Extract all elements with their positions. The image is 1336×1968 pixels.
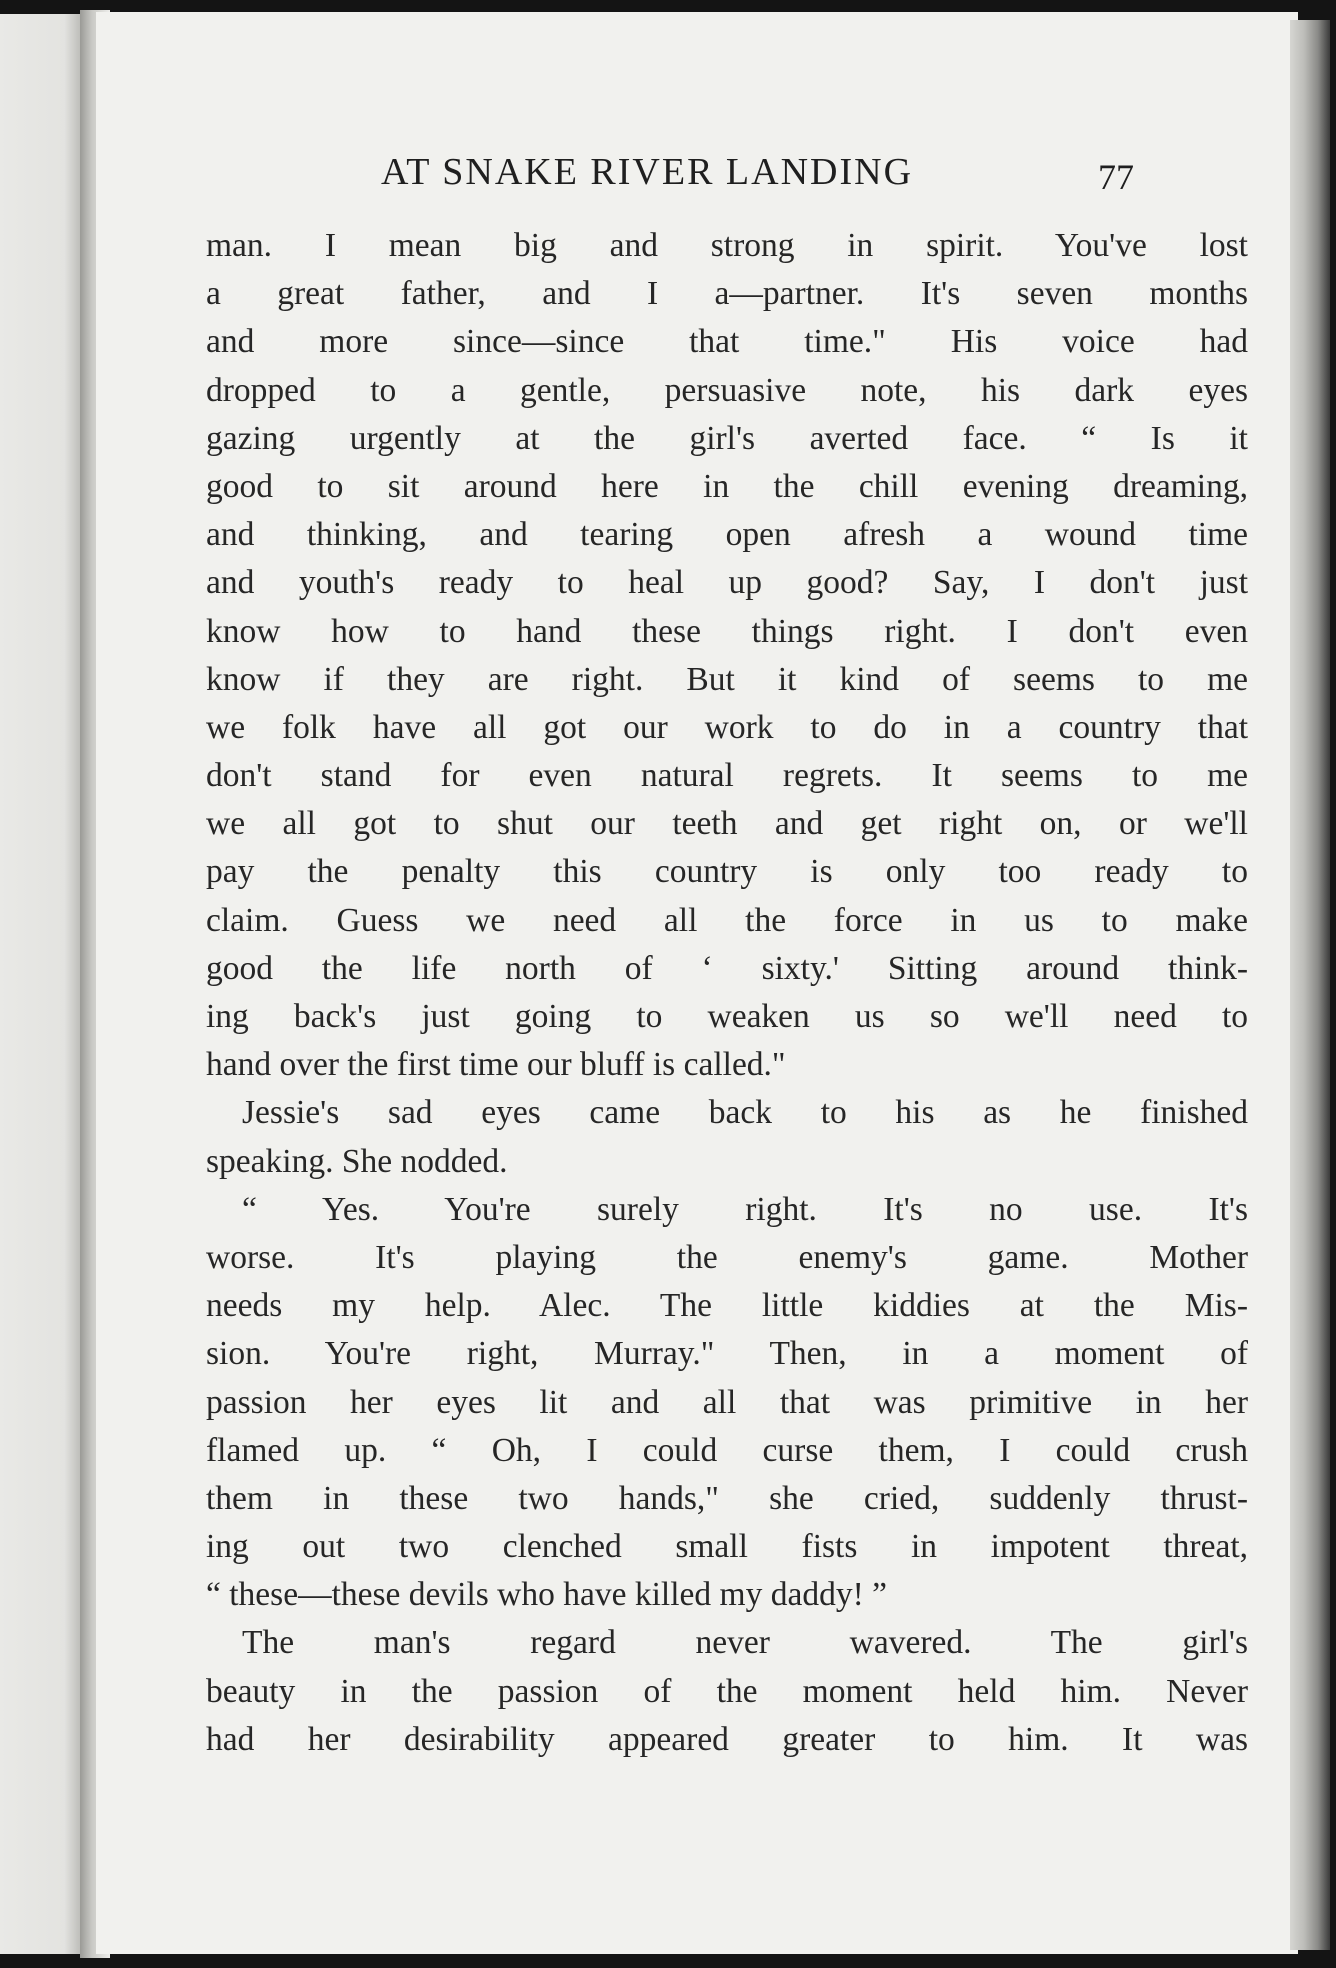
text-line: gazing urgently at the girl's averted face. “ Is it [206,419,1248,457]
text-line: know if they are right. But it kind of seems to me [206,660,1248,698]
text-line: had her desirability appeared greater to him. It was [206,1720,1248,1758]
text-line: man. I mean big and strong in spirit. You've lost [206,227,1248,264]
book-page [96,12,1298,1954]
text-line: we folk have all got our work to do in a country that [206,708,1248,746]
text-line: good to sit around here in the chill evening dreaming, [206,467,1248,505]
text-line: worse. It's playing the enemy's game. Mother [206,1238,1248,1276]
text-line: hand over the first time our bluff is called." [206,1046,786,1084]
text-line: claim. Guess we need all the force in us to make [206,901,1248,939]
text-line: don't stand for even natural regrets. It seems to me [206,757,1248,795]
previous-page-edge [0,14,92,1954]
page-right-edge [1290,20,1330,1950]
running-title: AT SNAKE RIVER LANDING [381,151,914,193]
text-line: ing back's just going to weaken us so we'll need to [206,998,1248,1035]
text-line: a great father, and I a—partner. It's seven months [206,275,1248,313]
text-line: passion her eyes lit and all that was primitive in her [206,1383,1248,1421]
running-head [96,150,1298,210]
page-number: 77 [1098,157,1134,197]
text-line: good the life north of ‘ sixty.' Sitting around think- [206,949,1248,987]
text-line: needs my help. Alec. The little kiddies at the Mis- [206,1287,1248,1325]
text-line: and more since—since that time." His voice had [206,323,1248,361]
text-line: Jessie's sad eyes came back to his as he finished [242,1094,1248,1132]
text-line: pay the penalty this country is only too ready to [206,853,1248,891]
text-line: “ Yes. You're surely right. It's no use. It's [242,1190,1248,1228]
text-line: we all got to shut our teeth and get right on, or we'll [206,805,1248,843]
body-text [206,222,1248,1764]
text-line: dropped to a gentle, persuasive note, his dark eyes [206,371,1248,409]
text-line: “ these—these devils who have killed my daddy! ” [206,1576,887,1614]
text-line: and thinking, and tearing open afresh a wound time [206,516,1248,554]
text-line: sion. You're right, Murray." Then, in a moment of [206,1335,1248,1373]
text-line: flamed up. “ Oh, I could curse them, I could crush [206,1431,1248,1469]
text-line: The man's regard never wavered. The girl's [242,1624,1248,1662]
text-line: ing out two clenched small fists in impotent threat, [206,1528,1248,1566]
text-line: them in these two hands," she cried, suddenly thrust- [206,1479,1248,1517]
text-line: and youth's ready to heal up good? Say, I don't just [206,564,1248,602]
text-line: know how to hand these things right. I don't even [206,612,1248,650]
text-line: beauty in the passion of the moment held him. Never [206,1672,1248,1710]
text-line: speaking. She nodded. [206,1142,508,1180]
